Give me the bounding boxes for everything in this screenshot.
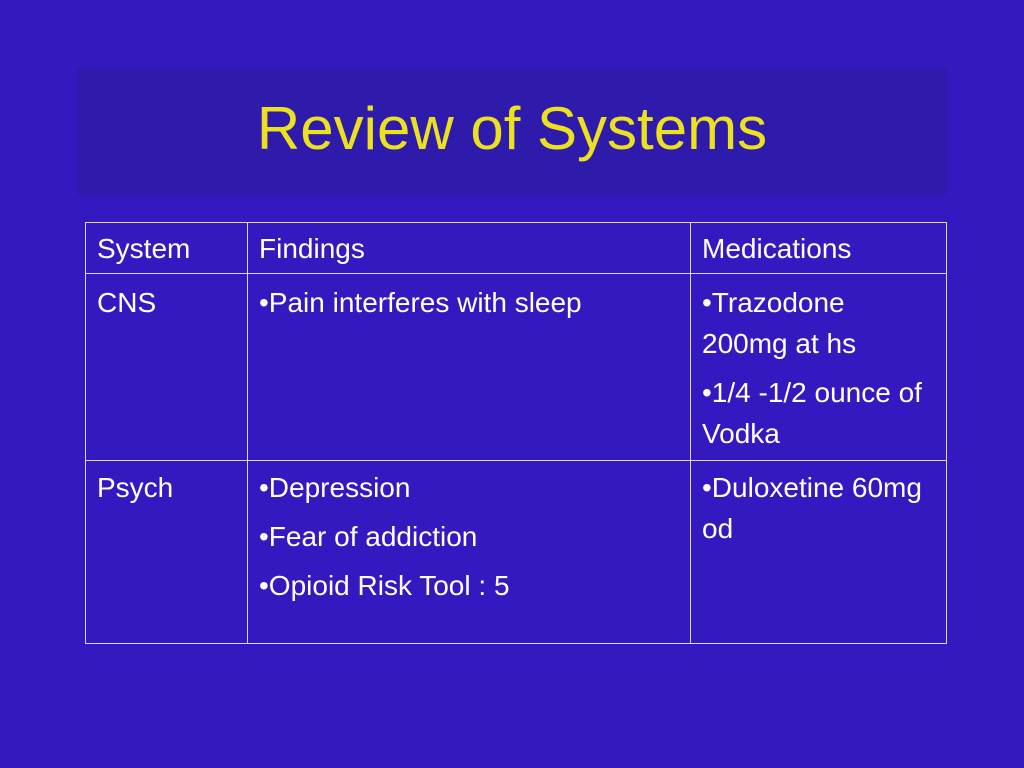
finding-item: •Depression: [259, 472, 411, 503]
review-of-systems-table: [85, 222, 947, 644]
table-row: [86, 461, 947, 644]
table-row: [86, 274, 947, 461]
finding-item: •Fear of addiction: [259, 521, 478, 552]
header-findings: Findings: [248, 223, 691, 274]
title-band: [77, 68, 947, 195]
finding-item: •Opioid Risk Tool : 5: [259, 570, 510, 601]
header-medications: Medications: [691, 223, 947, 274]
cell-system-cns: CNS: [86, 274, 248, 461]
cell-system-psych: Psych: [86, 461, 248, 644]
medication-item: •1/4 -1/2 ounce of Vodka: [702, 377, 922, 449]
finding-item: •Pain interferes with sleep: [259, 287, 582, 318]
medication-item: •Trazodone 200mg at hs: [702, 287, 857, 359]
cell-medications-psych: [691, 461, 947, 644]
header-system: System: [86, 223, 248, 274]
cell-findings-cns: [248, 274, 691, 461]
cell-medications-cns: [691, 274, 947, 461]
slide-title: Review of Systems: [256, 94, 768, 162]
table-header-row: [86, 223, 947, 274]
medication-item: •Duloxetine 60mg od: [702, 472, 922, 544]
cell-findings-psych: [248, 461, 691, 644]
